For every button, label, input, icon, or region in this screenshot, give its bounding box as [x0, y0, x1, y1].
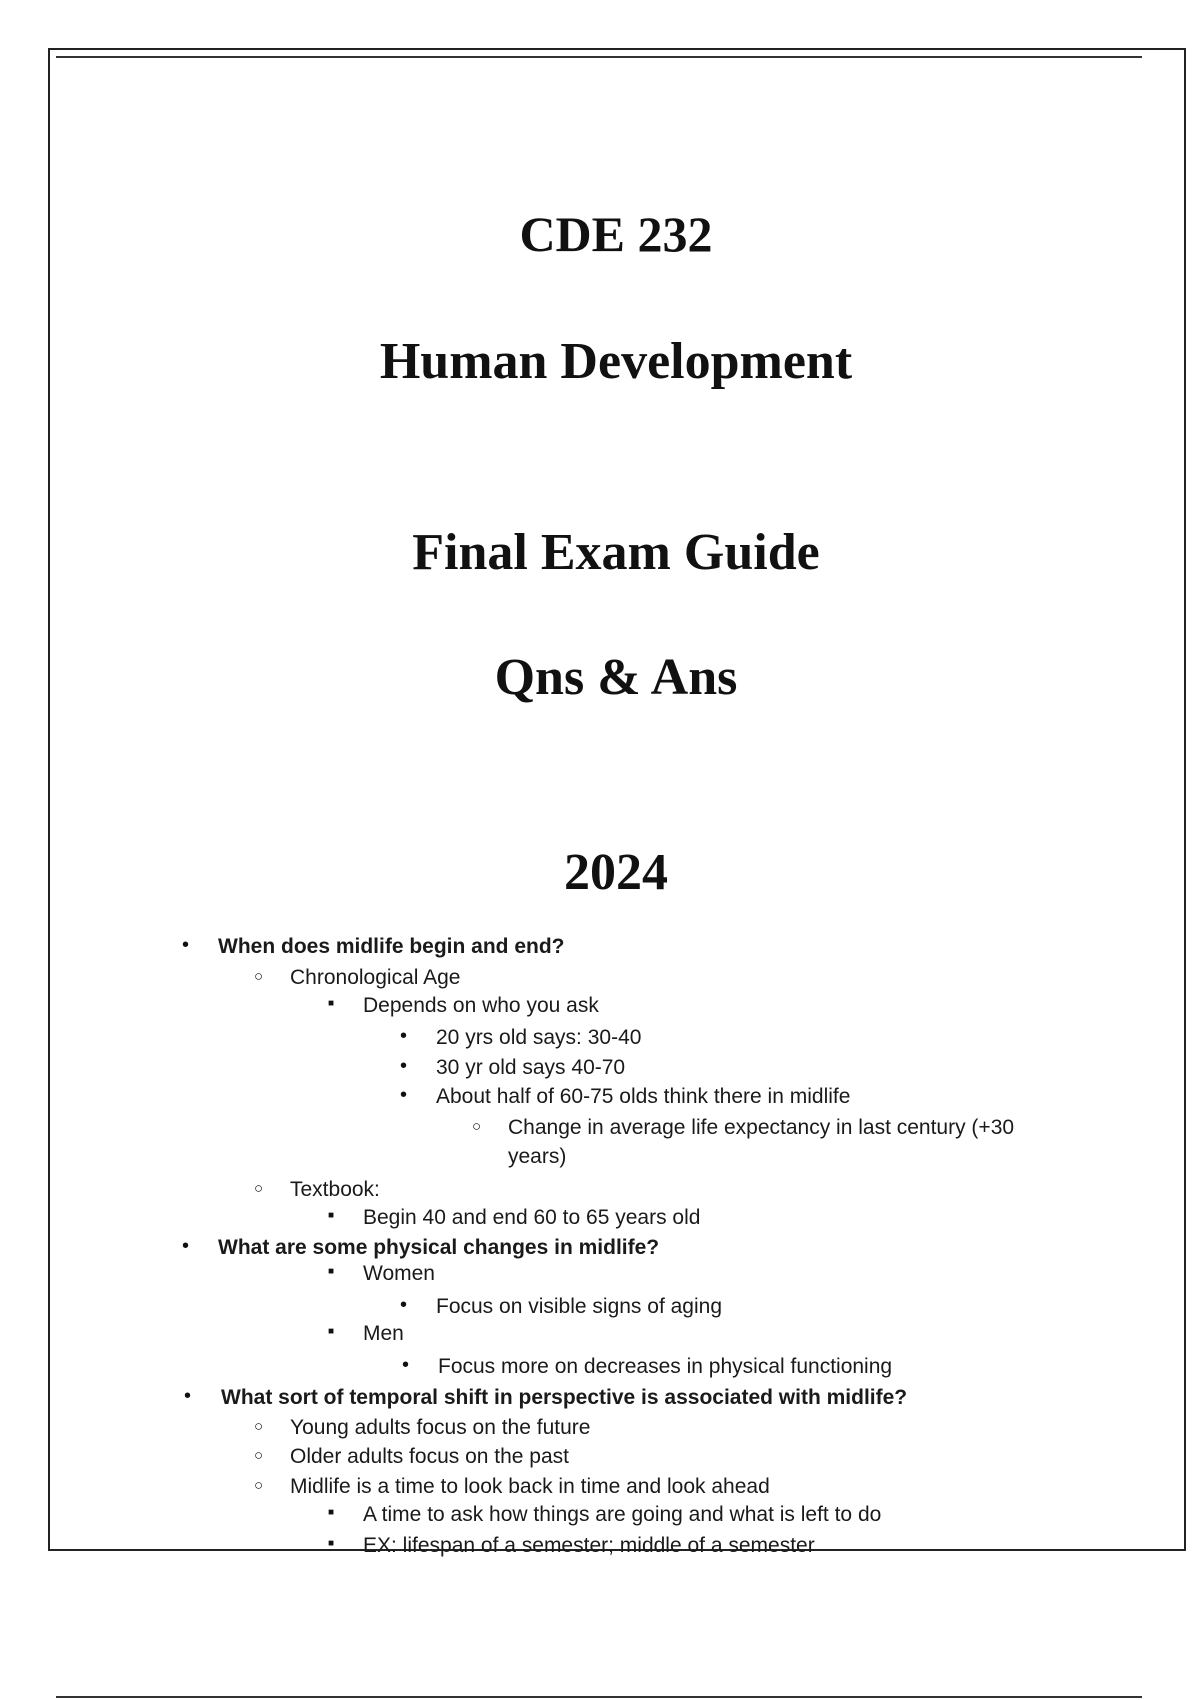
square-bullet-icon: ■ — [328, 1210, 335, 1221]
bullet-icon: • — [182, 1235, 190, 1257]
bullet-icon: • — [400, 1055, 408, 1077]
list-item: Women — [363, 1262, 435, 1285]
year-title: 2024 — [564, 844, 668, 901]
question-3: What sort of temporal shift in perspective is associated with midlife? — [221, 1386, 908, 1409]
bullet-icon: • — [400, 1025, 408, 1047]
list-item: A time to ask how things are going and what is left to do — [363, 1503, 882, 1526]
list-item: Older adults focus on the past — [290, 1445, 569, 1468]
question-2: What are some physical changes in midlife? — [218, 1236, 660, 1259]
square-bullet-icon: ■ — [328, 1507, 335, 1518]
bullet-icon: • — [182, 934, 190, 956]
list-item: 30 yr old says 40-70 — [436, 1056, 626, 1079]
list-item: Begin 40 and end 60 to 65 years old — [363, 1206, 701, 1229]
qa-title: Qns & Ans — [494, 649, 738, 706]
list-item: Change in average life expectancy in last century (+30 — [508, 1116, 1015, 1139]
bullet-icon: • — [184, 1385, 192, 1407]
list-item: Textbook: — [290, 1178, 380, 1201]
list-item: Depends on who you ask — [363, 994, 599, 1017]
square-bullet-icon: ■ — [328, 1538, 335, 1549]
square-bullet-icon: ■ — [328, 1266, 335, 1277]
list-item: years) — [508, 1145, 567, 1168]
bullet-icon: • — [400, 1294, 408, 1316]
subject-title: Human Development — [379, 333, 853, 390]
list-item: Midlife is a time to look back in time and look ahead — [290, 1475, 770, 1498]
guide-title: Final Exam Guide — [412, 524, 820, 581]
bottom-rule — [56, 1696, 1142, 1698]
list-item: EX: lifespan of a semester; middle of a semester — [363, 1534, 815, 1557]
question-1: When does midlife begin and end? — [218, 935, 565, 958]
circle-bullet-icon: ○ — [254, 968, 264, 985]
circle-bullet-icon: ○ — [254, 1447, 264, 1464]
list-item: Chronological Age — [290, 966, 461, 989]
list-item: Men — [363, 1322, 404, 1345]
circle-bullet-icon: ○ — [472, 1118, 482, 1135]
list-item: About half of 60-75 olds think there in midlife — [436, 1085, 851, 1108]
circle-bullet-icon: ○ — [254, 1418, 264, 1435]
bullet-icon: • — [402, 1354, 410, 1376]
bullet-icon: • — [400, 1084, 408, 1106]
circle-bullet-icon: ○ — [254, 1180, 264, 1197]
list-item: Focus more on decreases in physical functioning — [438, 1355, 893, 1378]
top-rule — [56, 56, 1142, 58]
page-border — [48, 48, 1186, 1551]
square-bullet-icon: ■ — [328, 1326, 335, 1337]
course-title: CDE 232 — [519, 206, 713, 262]
list-item: Focus on visible signs of aging — [436, 1295, 722, 1318]
circle-bullet-icon: ○ — [254, 1477, 264, 1494]
list-item: 20 yrs old says: 30-40 — [436, 1026, 642, 1049]
list-item: Young adults focus on the future — [290, 1416, 591, 1439]
square-bullet-icon: ■ — [328, 998, 335, 1009]
